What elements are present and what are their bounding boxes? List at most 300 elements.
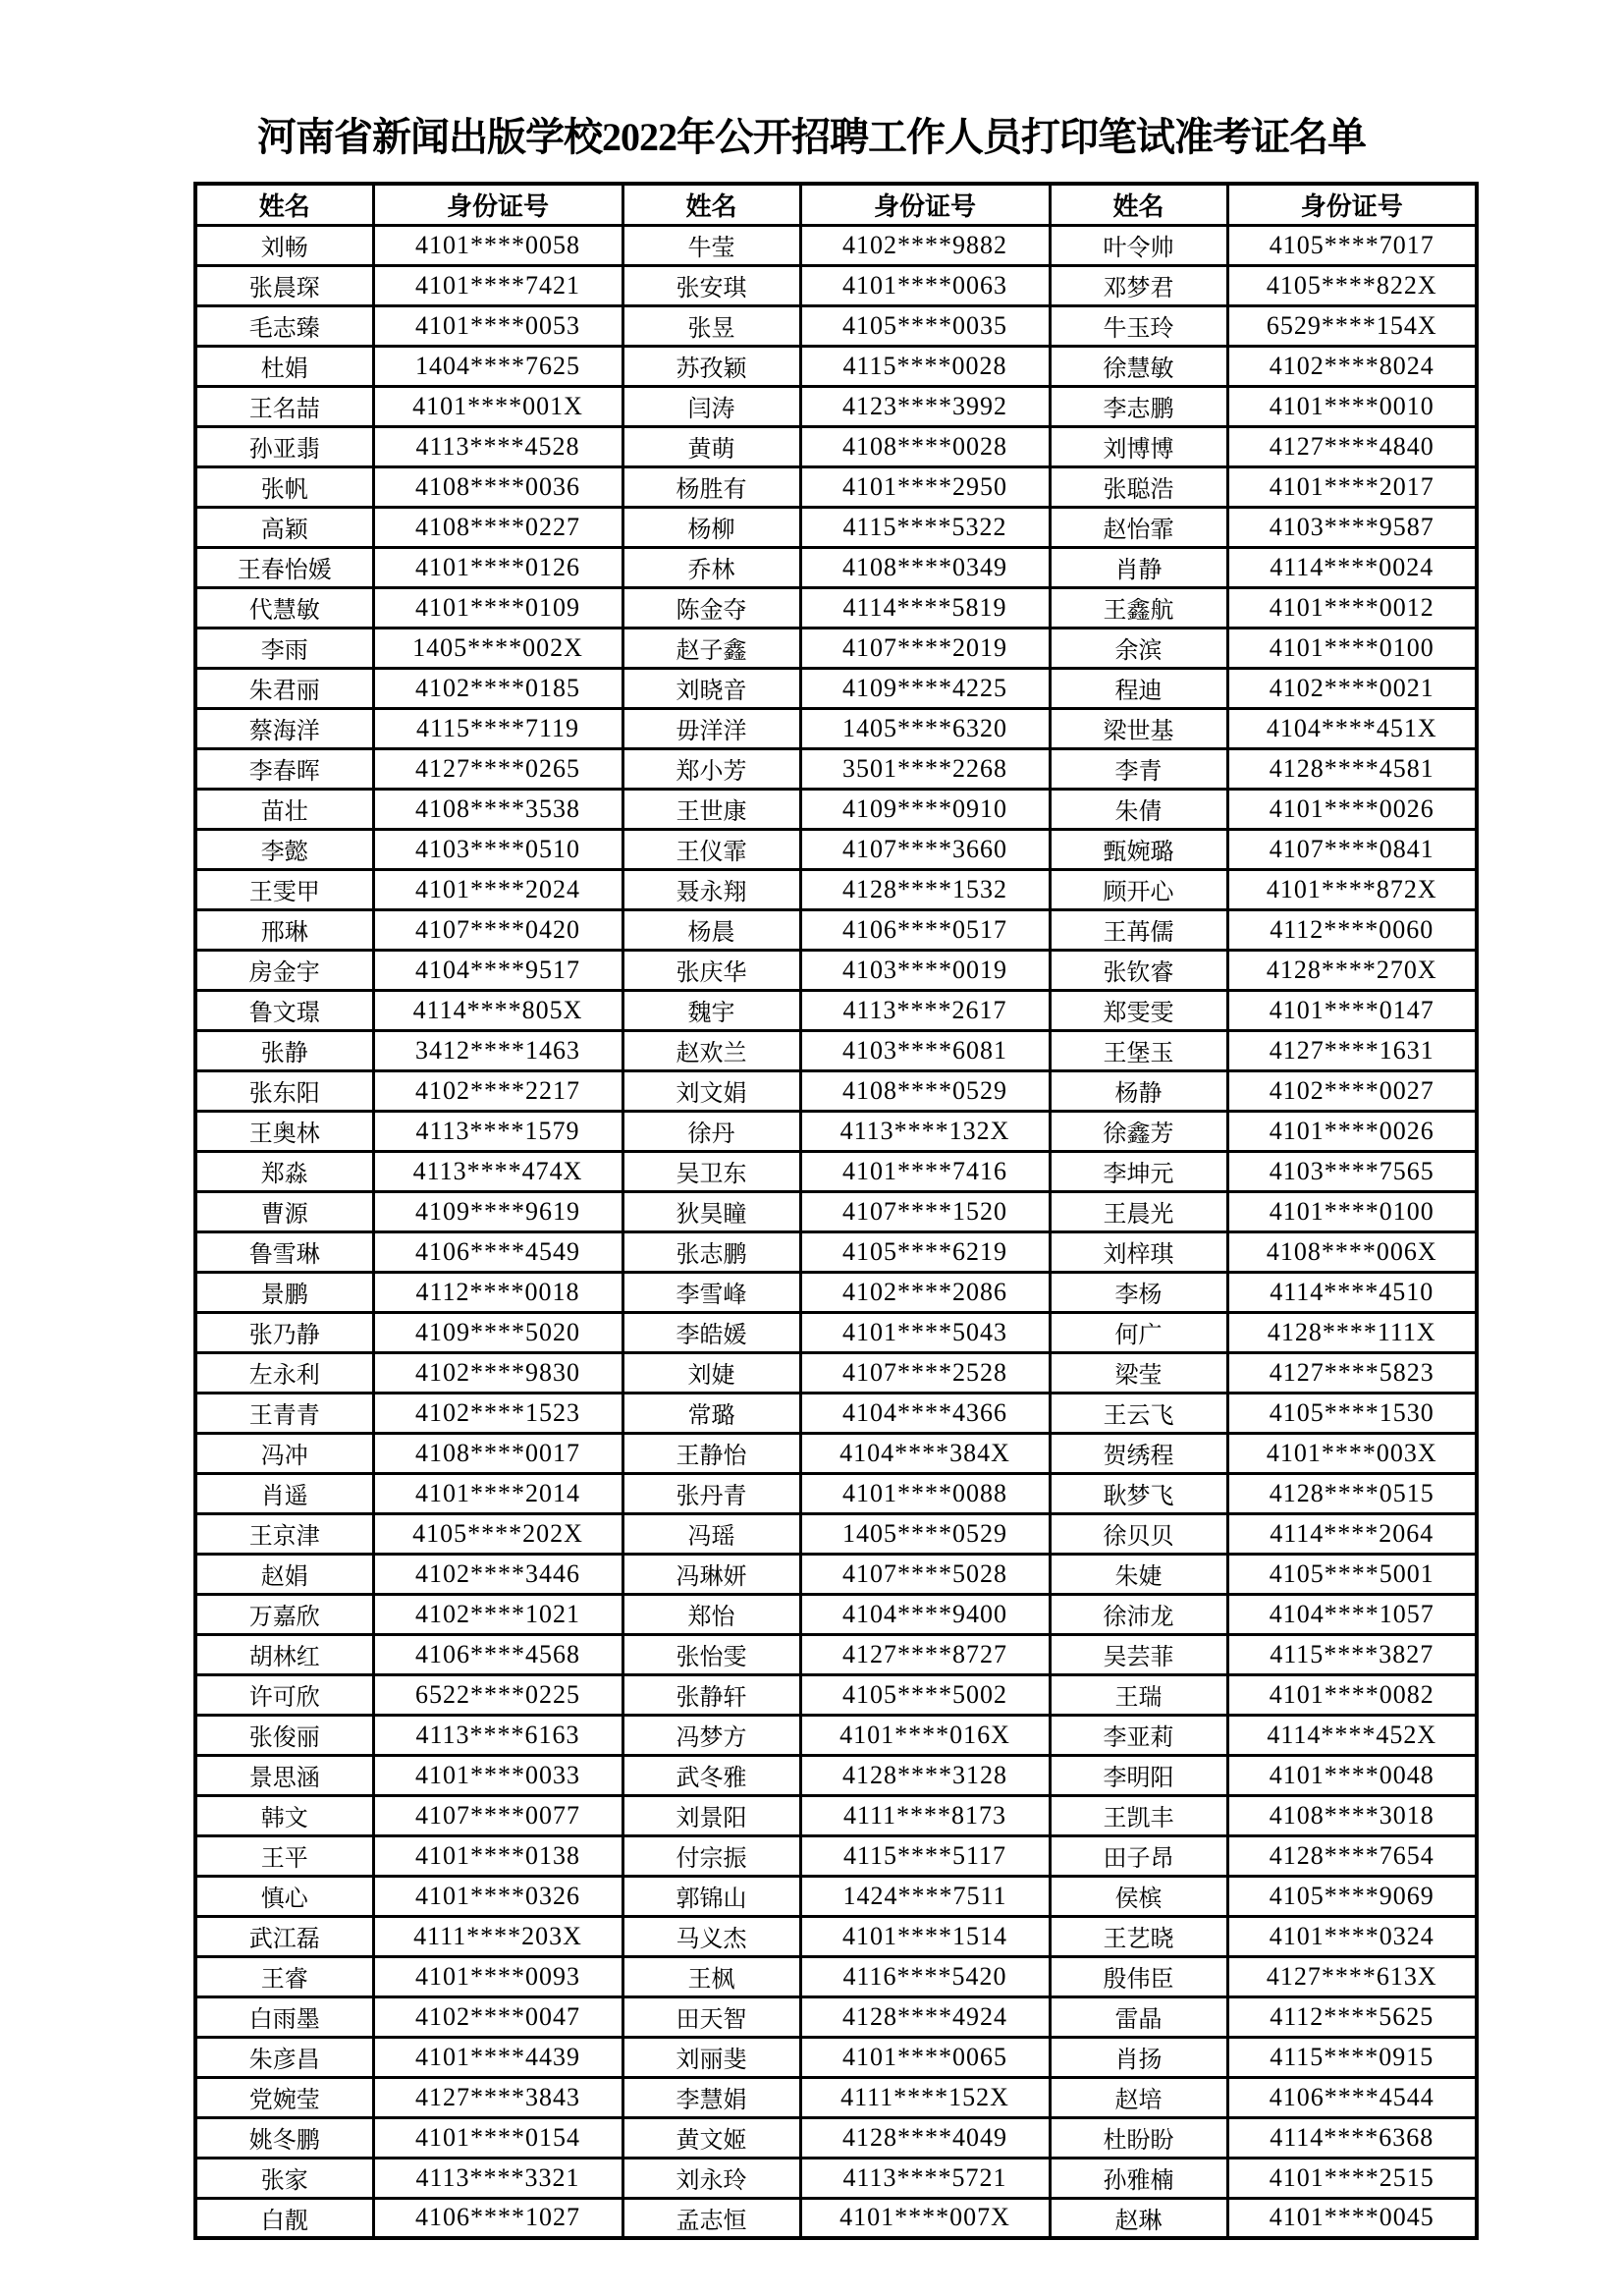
table-row xyxy=(195,1634,1477,1674)
id-cell: 4108****006X xyxy=(1227,1231,1477,1272)
table-row xyxy=(195,1312,1477,1352)
table-row xyxy=(195,2158,1477,2198)
table-row xyxy=(195,386,1477,426)
table-row xyxy=(195,1433,1477,1473)
id-cell: 4101****0053 xyxy=(373,305,622,346)
id-cell: 4101****5043 xyxy=(800,1312,1050,1352)
id-cell: 4101****0058 xyxy=(373,225,622,265)
id-cell: 4101****0026 xyxy=(1227,789,1477,829)
name-cell: 张庆华 xyxy=(622,950,800,990)
id-cell: 4107****2528 xyxy=(800,1352,1050,1393)
id-cell: 4105****822X xyxy=(1227,265,1477,305)
table-row xyxy=(195,1715,1477,1755)
name-cell: 高颖 xyxy=(195,507,373,547)
id-cell: 1405****002X xyxy=(373,628,622,668)
name-cell: 王静怡 xyxy=(622,1433,800,1473)
name-cell: 蔡海洋 xyxy=(195,708,373,748)
id-cell: 4104****9517 xyxy=(373,950,622,990)
name-cell: 赵欢兰 xyxy=(622,1030,800,1070)
name-cell: 梁莹 xyxy=(1050,1352,1227,1393)
name-cell: 刘博博 xyxy=(1050,426,1227,466)
id-cell: 4101****0326 xyxy=(373,1876,622,1916)
name-cell: 王世康 xyxy=(622,789,800,829)
id-cell: 4109****9619 xyxy=(373,1191,622,1231)
name-cell: 张昱 xyxy=(622,305,800,346)
id-cell: 4109****5020 xyxy=(373,1312,622,1352)
table-row xyxy=(195,507,1477,547)
name-cell: 朱婕 xyxy=(1050,1554,1227,1594)
id-cell: 4115****5322 xyxy=(800,507,1050,547)
name-cell: 王奥林 xyxy=(195,1111,373,1151)
table-row xyxy=(195,829,1477,869)
id-cell: 4101****7421 xyxy=(373,265,622,305)
table-row xyxy=(195,426,1477,466)
name-cell: 王春怡媛 xyxy=(195,547,373,587)
name-cell: 杨柳 xyxy=(622,507,800,547)
table-row xyxy=(195,466,1477,507)
name-cell: 冯梦方 xyxy=(622,1715,800,1755)
id-cell: 4113****6163 xyxy=(373,1715,622,1755)
id-cell: 4104****4366 xyxy=(800,1393,1050,1433)
table-row xyxy=(195,1352,1477,1393)
name-cell: 鲁文璟 xyxy=(195,990,373,1030)
name-cell: 苗壮 xyxy=(195,789,373,829)
name-cell: 侯槟 xyxy=(1050,1876,1227,1916)
name-cell: 白靓 xyxy=(195,2198,373,2238)
id-cell: 4101****001X xyxy=(373,386,622,426)
id-cell: 4103****9587 xyxy=(1227,507,1477,547)
table-row xyxy=(195,547,1477,587)
id-cell: 4127****5823 xyxy=(1227,1352,1477,1393)
id-cell: 4102****8024 xyxy=(1227,346,1477,386)
name-cell: 万嘉欣 xyxy=(195,1594,373,1634)
id-cell: 4113****132X xyxy=(800,1111,1050,1151)
name-cell: 赵琳 xyxy=(1050,2198,1227,2238)
table-row xyxy=(195,1231,1477,1272)
name-cell: 张怡雯 xyxy=(622,1634,800,1674)
name-cell: 肖遥 xyxy=(195,1473,373,1513)
table-row xyxy=(195,869,1477,909)
name-cell: 黄文姬 xyxy=(622,2117,800,2158)
table-row xyxy=(195,1393,1477,1433)
name-cell: 吴卫东 xyxy=(622,1151,800,1191)
id-cell: 4128****4924 xyxy=(800,1996,1050,2037)
id-cell: 4112****0060 xyxy=(1227,909,1477,950)
table-row xyxy=(195,305,1477,346)
name-cell: 徐慧敏 xyxy=(1050,346,1227,386)
name-cell: 聂永翔 xyxy=(622,869,800,909)
name-cell: 杨晨 xyxy=(622,909,800,950)
id-cell: 1404****7625 xyxy=(373,346,622,386)
id-cell: 4108****0017 xyxy=(373,1433,622,1473)
name-cell: 姚冬鹏 xyxy=(195,2117,373,2158)
name-cell: 闫涛 xyxy=(622,386,800,426)
name-cell: 刘文娟 xyxy=(622,1070,800,1111)
name-cell: 贺绣程 xyxy=(1050,1433,1227,1473)
id-cell: 4101****0154 xyxy=(373,2117,622,2158)
name-cell: 刘晓音 xyxy=(622,668,800,708)
name-cell: 赵娟 xyxy=(195,1554,373,1594)
id-cell: 4107****0077 xyxy=(373,1795,622,1835)
table-row xyxy=(195,1070,1477,1111)
id-cell: 4102****0027 xyxy=(1227,1070,1477,1111)
name-cell: 赵培 xyxy=(1050,2077,1227,2117)
table-row xyxy=(195,990,1477,1030)
id-cell: 4101****0100 xyxy=(1227,1191,1477,1231)
id-cell: 4127****1631 xyxy=(1227,1030,1477,1070)
header-cell-id-2: 身份证号 xyxy=(800,184,1050,225)
name-cell: 毛志臻 xyxy=(195,305,373,346)
name-cell: 李志鹏 xyxy=(1050,386,1227,426)
id-cell: 4108****0028 xyxy=(800,426,1050,466)
id-cell: 4111****203X xyxy=(373,1916,622,1956)
id-cell: 4101****2014 xyxy=(373,1473,622,1513)
id-cell: 4101****0063 xyxy=(800,265,1050,305)
name-cell: 李明阳 xyxy=(1050,1755,1227,1795)
id-cell: 4102****9830 xyxy=(373,1352,622,1393)
table-row xyxy=(195,1151,1477,1191)
name-cell: 杨静 xyxy=(1050,1070,1227,1111)
name-cell: 王仪霏 xyxy=(622,829,800,869)
id-cell: 4105****0035 xyxy=(800,305,1050,346)
name-cell: 张静 xyxy=(195,1030,373,1070)
name-cell: 刘景阳 xyxy=(622,1795,800,1835)
name-cell: 杜娟 xyxy=(195,346,373,386)
name-cell: 王枫 xyxy=(622,1956,800,1996)
id-cell: 4115****5117 xyxy=(800,1835,1050,1876)
id-cell: 4101****2024 xyxy=(373,869,622,909)
id-cell: 4113****5721 xyxy=(800,2158,1050,2198)
id-cell: 4101****0026 xyxy=(1227,1111,1477,1151)
name-cell: 张晨琛 xyxy=(195,265,373,305)
id-cell: 4101****0138 xyxy=(373,1835,622,1876)
name-cell: 孙雅楠 xyxy=(1050,2158,1227,2198)
name-cell: 田子昂 xyxy=(1050,1835,1227,1876)
id-cell: 4106****4568 xyxy=(373,1634,622,1674)
id-cell: 4114****452X xyxy=(1227,1715,1477,1755)
id-cell: 6522****0225 xyxy=(373,1674,622,1715)
id-cell: 1405****0529 xyxy=(800,1513,1050,1554)
name-cell: 甄婉璐 xyxy=(1050,829,1227,869)
name-cell: 王瑞 xyxy=(1050,1674,1227,1715)
name-cell: 王名喆 xyxy=(195,386,373,426)
table-row xyxy=(195,346,1477,386)
id-cell: 4101****0048 xyxy=(1227,1755,1477,1795)
name-cell: 景鹏 xyxy=(195,1272,373,1312)
name-cell: 李春晖 xyxy=(195,748,373,789)
name-cell: 李雪峰 xyxy=(622,1272,800,1312)
id-cell: 4103****6081 xyxy=(800,1030,1050,1070)
name-cell: 李青 xyxy=(1050,748,1227,789)
id-cell: 4108****0227 xyxy=(373,507,622,547)
table-row xyxy=(195,1755,1477,1795)
id-cell: 4123****3992 xyxy=(800,386,1050,426)
id-cell: 4115****0028 xyxy=(800,346,1050,386)
name-cell: 常璐 xyxy=(622,1393,800,1433)
name-cell: 田天智 xyxy=(622,1996,800,2037)
id-cell: 4113****474X xyxy=(373,1151,622,1191)
name-cell: 徐贝贝 xyxy=(1050,1513,1227,1554)
name-cell: 王云飞 xyxy=(1050,1393,1227,1433)
id-cell: 4114****5819 xyxy=(800,587,1050,628)
id-cell: 4101****872X xyxy=(1227,869,1477,909)
id-cell: 4116****5420 xyxy=(800,1956,1050,1996)
id-cell: 4111****8173 xyxy=(800,1795,1050,1835)
id-cell: 4105****7017 xyxy=(1227,225,1477,265)
name-cell: 张丹青 xyxy=(622,1473,800,1513)
table-row xyxy=(195,1594,1477,1634)
table-row xyxy=(195,1674,1477,1715)
id-cell: 4115****3827 xyxy=(1227,1634,1477,1674)
name-cell: 房金宇 xyxy=(195,950,373,990)
table-row xyxy=(195,1956,1477,1996)
id-cell: 4108****3538 xyxy=(373,789,622,829)
id-cell: 4128****111X xyxy=(1227,1312,1477,1352)
table-row xyxy=(195,950,1477,990)
id-cell: 4102****2086 xyxy=(800,1272,1050,1312)
name-cell: 许可欣 xyxy=(195,1674,373,1715)
name-cell: 王雯甲 xyxy=(195,869,373,909)
name-cell: 程迪 xyxy=(1050,668,1227,708)
table-row xyxy=(195,225,1477,265)
id-cell: 4127****8727 xyxy=(800,1634,1050,1674)
id-cell: 4108****3018 xyxy=(1227,1795,1477,1835)
id-cell: 4105****5002 xyxy=(800,1674,1050,1715)
id-cell: 4106****4544 xyxy=(1227,2077,1477,2117)
id-cell: 4101****0088 xyxy=(800,1473,1050,1513)
name-cell: 武江磊 xyxy=(195,1916,373,1956)
name-cell: 吴芸菲 xyxy=(1050,1634,1227,1674)
name-cell: 景思涵 xyxy=(195,1755,373,1795)
table-row xyxy=(195,1473,1477,1513)
name-cell: 韩文 xyxy=(195,1795,373,1835)
table-row xyxy=(195,789,1477,829)
name-cell: 王凯丰 xyxy=(1050,1795,1227,1835)
name-cell: 雷晶 xyxy=(1050,1996,1227,2037)
name-cell: 耿梦飞 xyxy=(1050,1473,1227,1513)
name-cell: 曹源 xyxy=(195,1191,373,1231)
table-row xyxy=(195,1111,1477,1151)
table-row xyxy=(195,265,1477,305)
id-cell: 4102****1021 xyxy=(373,1594,622,1634)
name-cell: 徐鑫芳 xyxy=(1050,1111,1227,1151)
id-cell: 4128****7654 xyxy=(1227,1835,1477,1876)
name-cell: 殷伟臣 xyxy=(1050,1956,1227,1996)
name-cell: 徐丹 xyxy=(622,1111,800,1151)
name-cell: 梁世基 xyxy=(1050,708,1227,748)
name-cell: 张俊丽 xyxy=(195,1715,373,1755)
name-cell: 朱君丽 xyxy=(195,668,373,708)
id-cell: 4128****1532 xyxy=(800,869,1050,909)
name-cell: 胡林红 xyxy=(195,1634,373,1674)
id-cell: 4108****0349 xyxy=(800,547,1050,587)
name-cell: 何广 xyxy=(1050,1312,1227,1352)
id-cell: 4114****805X xyxy=(373,990,622,1030)
id-cell: 4128****4049 xyxy=(800,2117,1050,2158)
id-cell: 4101****7416 xyxy=(800,1151,1050,1191)
id-cell: 4128****4581 xyxy=(1227,748,1477,789)
id-cell: 4101****0010 xyxy=(1227,386,1477,426)
table-row xyxy=(195,2077,1477,2117)
name-cell: 李懿 xyxy=(195,829,373,869)
table-row xyxy=(195,1554,1477,1594)
name-cell: 张乃静 xyxy=(195,1312,373,1352)
id-cell: 4127****4840 xyxy=(1227,426,1477,466)
table-row xyxy=(195,1030,1477,1070)
name-cell: 张帆 xyxy=(195,466,373,507)
name-cell: 苏孜颖 xyxy=(622,346,800,386)
id-cell: 4127****0265 xyxy=(373,748,622,789)
header-cell-id-3: 身份证号 xyxy=(1227,184,1477,225)
id-cell: 4115****0915 xyxy=(1227,2037,1477,2077)
table-row xyxy=(195,1272,1477,1312)
name-cell: 张东阳 xyxy=(195,1070,373,1111)
name-cell: 牛莹 xyxy=(622,225,800,265)
id-cell: 4104****9400 xyxy=(800,1594,1050,1634)
id-cell: 4128****0515 xyxy=(1227,1473,1477,1513)
name-cell: 左永利 xyxy=(195,1352,373,1393)
id-cell: 4113****1579 xyxy=(373,1111,622,1151)
table-row xyxy=(195,1916,1477,1956)
id-cell: 1405****6320 xyxy=(800,708,1050,748)
name-cell: 李慧娟 xyxy=(622,2077,800,2117)
name-cell: 邢琳 xyxy=(195,909,373,950)
name-cell: 王鑫航 xyxy=(1050,587,1227,628)
table-row xyxy=(195,668,1477,708)
name-cell: 张志鹏 xyxy=(622,1231,800,1272)
id-cell: 4106****1027 xyxy=(373,2198,622,2238)
table-row xyxy=(195,748,1477,789)
name-cell: 李亚莉 xyxy=(1050,1715,1227,1755)
id-cell: 3412****1463 xyxy=(373,1030,622,1070)
name-cell: 杨胜有 xyxy=(622,466,800,507)
id-cell: 4103****0510 xyxy=(373,829,622,869)
id-cell: 4112****5625 xyxy=(1227,1996,1477,2037)
id-cell: 4108****0036 xyxy=(373,466,622,507)
id-cell: 4102****3446 xyxy=(373,1554,622,1594)
id-cell: 4111****152X xyxy=(800,2077,1050,2117)
id-cell: 4105****202X xyxy=(373,1513,622,1554)
name-cell: 赵怡霏 xyxy=(1050,507,1227,547)
name-cell: 郑小芳 xyxy=(622,748,800,789)
name-cell: 党婉莹 xyxy=(195,2077,373,2117)
id-cell: 4114****4510 xyxy=(1227,1272,1477,1312)
id-cell: 4101****2017 xyxy=(1227,466,1477,507)
name-cell: 李雨 xyxy=(195,628,373,668)
name-cell: 王平 xyxy=(195,1835,373,1876)
name-cell: 孟志恒 xyxy=(622,2198,800,2238)
id-cell: 4107****1520 xyxy=(800,1191,1050,1231)
id-cell: 4101****0065 xyxy=(800,2037,1050,2077)
table-row xyxy=(195,909,1477,950)
id-cell: 4115****7119 xyxy=(373,708,622,748)
name-cell: 郭锦山 xyxy=(622,1876,800,1916)
id-cell: 4107****0420 xyxy=(373,909,622,950)
id-cell: 4109****4225 xyxy=(800,668,1050,708)
id-cell: 4102****2217 xyxy=(373,1070,622,1111)
id-cell: 4107****2019 xyxy=(800,628,1050,668)
name-cell: 白雨墨 xyxy=(195,1996,373,2037)
name-cell: 黄萌 xyxy=(622,426,800,466)
id-cell: 4128****3128 xyxy=(800,1755,1050,1795)
table-row xyxy=(195,1191,1477,1231)
name-cell: 徐沛龙 xyxy=(1050,1594,1227,1634)
id-cell: 4113****3321 xyxy=(373,2158,622,2198)
name-cell: 顾开心 xyxy=(1050,869,1227,909)
name-cell: 刘畅 xyxy=(195,225,373,265)
id-cell: 4102****1523 xyxy=(373,1393,622,1433)
page-title: 河南省新闻出版学校2022年公开招聘工作人员打印笔试准考证名单 xyxy=(257,115,1366,159)
id-cell: 4106****4549 xyxy=(373,1231,622,1272)
table-row xyxy=(195,628,1477,668)
name-cell: 代慧敏 xyxy=(195,587,373,628)
id-cell: 4105****5001 xyxy=(1227,1554,1477,1594)
header-cell-name-1: 姓名 xyxy=(195,184,373,225)
table-row xyxy=(195,2117,1477,2158)
id-cell: 4107****3660 xyxy=(800,829,1050,869)
name-cell: 李坤元 xyxy=(1050,1151,1227,1191)
id-cell: 4101****007X xyxy=(800,2198,1050,2238)
table-row xyxy=(195,1795,1477,1835)
name-cell: 张安琪 xyxy=(622,265,800,305)
header-cell-name-3: 姓名 xyxy=(1050,184,1227,225)
table-row xyxy=(195,2037,1477,2077)
name-cell: 邓梦君 xyxy=(1050,265,1227,305)
id-cell: 4112****0018 xyxy=(373,1272,622,1312)
table-row xyxy=(195,708,1477,748)
id-cell: 4104****451X xyxy=(1227,708,1477,748)
name-cell: 王苒儒 xyxy=(1050,909,1227,950)
header-cell-id-1: 身份证号 xyxy=(373,184,622,225)
id-cell: 4101****2515 xyxy=(1227,2158,1477,2198)
table-row xyxy=(195,1513,1477,1554)
name-cell: 王京津 xyxy=(195,1513,373,1554)
name-cell: 朱倩 xyxy=(1050,789,1227,829)
name-cell: 肖静 xyxy=(1050,547,1227,587)
name-cell: 李皓媛 xyxy=(622,1312,800,1352)
id-cell: 4101****0045 xyxy=(1227,2198,1477,2238)
name-cell: 鲁雪琳 xyxy=(195,1231,373,1272)
id-cell: 4113****4528 xyxy=(373,426,622,466)
id-cell: 4101****0109 xyxy=(373,587,622,628)
id-cell: 4102****9882 xyxy=(800,225,1050,265)
name-cell: 刘婕 xyxy=(622,1352,800,1393)
id-cell: 4102****0021 xyxy=(1227,668,1477,708)
id-cell: 4105****9069 xyxy=(1227,1876,1477,1916)
name-cell: 陈金夺 xyxy=(622,587,800,628)
name-cell: 王青青 xyxy=(195,1393,373,1433)
id-cell: 3501****2268 xyxy=(800,748,1050,789)
name-cell: 肖扬 xyxy=(1050,2037,1227,2077)
table-row xyxy=(195,2198,1477,2238)
name-cell: 慎心 xyxy=(195,1876,373,1916)
table-row xyxy=(195,1835,1477,1876)
id-cell: 4101****0324 xyxy=(1227,1916,1477,1956)
header-row xyxy=(195,184,1477,225)
name-cell: 毋洋洋 xyxy=(622,708,800,748)
id-cell: 4114****0024 xyxy=(1227,547,1477,587)
name-cell: 张家 xyxy=(195,2158,373,2198)
id-cell: 4101****2950 xyxy=(800,466,1050,507)
roster-table xyxy=(193,182,1479,2240)
name-cell: 李杨 xyxy=(1050,1272,1227,1312)
id-cell: 4113****2617 xyxy=(800,990,1050,1030)
id-cell: 4107****5028 xyxy=(800,1554,1050,1594)
id-cell: 4101****0012 xyxy=(1227,587,1477,628)
name-cell: 狄昊瞳 xyxy=(622,1191,800,1231)
id-cell: 4101****0100 xyxy=(1227,628,1477,668)
id-cell: 4101****1514 xyxy=(800,1916,1050,1956)
